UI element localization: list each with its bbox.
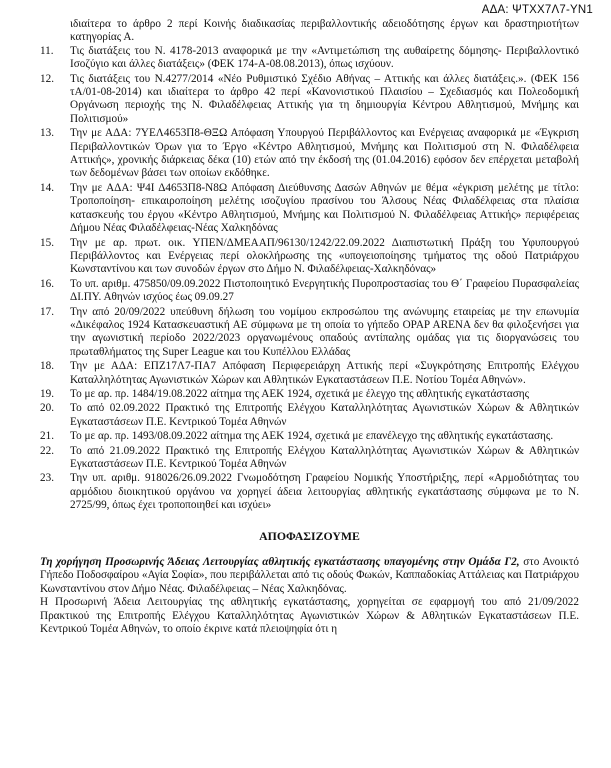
list-item-number: 16. [40, 277, 54, 290]
list-item [40, 430, 579, 443]
list-item-number: 20. [40, 402, 54, 415]
list-item-text: Το με αρ. πρ. 1484/19.08.2022 αίτημα της ΑΕΚ 1924, σχετικά με έλεγχο της αθλητικής εγκατάστασης [70, 387, 530, 400]
list-item-text: Την με αρ. πρωτ. οικ. ΥΠΕΝ/ΔΜΕΑΑΠ/96130/1242/22.09.2022 Διαπιστωτική Πράξη του Υφυπουργού Περιβάλλοντος και Ενέργειας περί ολοκλήρωσης της «υπογειοποίησης τμήματος της οδού Πατριάρχου Κωνσταντίνου και των συνοδών έργων στο Δήμο Ν. Φιλαδέλφειας-Χαλκηδόνας» [70, 236, 579, 276]
list-item-text: Την υπ. αριθμ. 918026/26.09.2022 Γνωμοδότηση Γραφείου Νομικής Υποστήριξης, περί «Αρμοδιότητας του αρμόδιου διοικητικού οργάνου να χορηγεί άδεια λειτουργίας αθλητικής εγκατάστασης σύμφωνα με το Ν. 2725/99, όπως έχει τροποποιηθεί και ισχύει» [70, 472, 579, 512]
list-item [40, 306, 579, 360]
list-item-text: Την από 20/09/2022 υπεύθυνη δήλωση του νομίμου εκπροσώπου της ανώνυμης εταιρείας με την επωνυμία «Δικέφαλος 1924 Κατασκευαστική ΑΕ σύμφωνα με τη οποία το γήπεδο OPAP ARENA δεν θα φιλοξενήσει για την αγωνιστική περίοδο 2022/2023 οργανωμένους οπαδούς αντίπαλης ομάδας για τις διοργανώσεις του πρωταθλήματος της Super League και του Κυπέλλου Ελλάδας [70, 305, 579, 358]
list-item-text: Το υπ. αριθμ. 475850/09.09.2022 Πιστοποιητικό Ενεργητικής Πυροπροστασίας του Θ΄ Γραφείου Πυρασφαλείας ΔΙ.ΠΥ. Αθηνών ισχύος έως 09.09.27 [70, 277, 579, 304]
list-item [40, 182, 579, 236]
list-item-text: Τις διατάξεις του Ν.4277/2014 «Νέο Ρυθμιστικό Σχέδιο Αθήνας – Αττικής και άλλες διατάξεις.». (ΦΕΚ 156 τΑ/01-08-2014) και ιδιαίτερα το άρθρο 42 περί «Κανονιστικού Πλαισίου – Σχεδιασμός και Πολεοδομική Οργάνωση περιοχής της Ν. Φιλαδέλφειας Αττικής για τη δημιουργία Κέντρου Αθλητισμού, Μνήμης και Πολιτισμού» [70, 72, 579, 125]
list-item-text: Την με ΑΔΑ: Ψ4Ι Δ4653Π8-Ν8Ω Απόφαση Διεύθυνσης Δασών Αθηνών με θέμα «έγκριση μελέτης με τίτλο: Τροποποίηση- επικαιροποίηση μελέτης ισοζυγίου πρασίνου του Άλσους Νέας Φιλαδέλφειας στα πλαίσια κατασκευής του έργου «Κέντρο Αθλητισμού, Μνήμης και Πολιτισμού Ν. Φιλαδέλφειας Αττικής» περιφέρειας Δήμου Νέας Φιλαδέλφειας-Νέας Χαλκηδόνας [70, 181, 579, 235]
list-item [40, 278, 579, 305]
list-item-text: Το από 02.09.2022 Πρακτικό της Επιτροπής Ελέγχου Καταλληλότητας Αγωνιστικών Χώρων & Αθλητικών Εγκαταστάσεων Π.Ε. Κεντρικού Τομέα Αθηνών [70, 402, 579, 428]
list-item-text: Την με ΑΔΑ: 7ΥΕΛ4653Π8-ΘΞΩ Απόφαση Υπουργού Περιβάλλοντος και Ενέργειας αναφορικά με «Έγκριση Περιβαλλοντικών Όρων για το Έργο «Κέντρο Αθλητισμού, Μνήμης και Πολιτισμού στη Ν. Φιλαδέλφεια Αττικής», χρονικής διάρκειας δέκα (10) ετών από την έκδοσή της (01.04.2016) εφόσον δεν επέρχεται μεταβολή των δεδομένων βάσει των οποίων εκδόθηκε. [70, 127, 579, 180]
list-item [40, 445, 579, 472]
decision-paragraph [40, 556, 579, 596]
list-item-text: Το με αρ. πρ. 1493/08.09.2022 αίτημα της ΑΕΚ 1924, σχετικά με επανέλεγχο της αθλητικής εγκατάστασης. [70, 430, 554, 443]
list-item [40, 73, 579, 127]
list-item [40, 45, 579, 72]
list-item-number: 12. [40, 72, 54, 85]
list-item-text: Τις διατάξεις του Ν. 4178-2013 αναφορικά με την «Αντιμετώπιση της αυθαίρετης δόμησης- Περιβαλλοντικό Ισοζύγιο και άλλες διατάξεις» (ΦΕΚ 174-Α-08.08.2013), όπως ισχύουν. [70, 44, 579, 71]
list-item-number: 22. [40, 444, 54, 457]
list-item [40, 388, 579, 401]
decision-rest-text: στο Ανοικτό Γήπεδο Ποδοσφαίρου «Αγία Σοφία», που περιβάλλεται από τις οδούς Φωκών, Καππαδοκίας Αττάλειας και Πατριάρχου Κωνσταντίνου στον Δήμο Νέας. Φιλαδέλφειας – Νέας Χαλκηδόνας. [40, 556, 580, 595]
list-item-number: 14. [40, 181, 54, 194]
list-item [40, 360, 579, 387]
list-item-number: 13. [40, 127, 54, 140]
list-item [40, 237, 579, 277]
list-item-number: 15. [40, 236, 54, 249]
list-item [40, 402, 579, 429]
list-item-number: 21. [40, 430, 54, 443]
list-item [40, 472, 579, 512]
list-item-number: 17. [40, 305, 54, 318]
list-item-number: 19. [40, 387, 54, 400]
considerations-list [40, 45, 579, 513]
continuation-text: ιδιαίτερα το άρθρο 2 περί Κοινής διαδικασίας περιβαλλοντικής αδειοδότησης έργων και δραστηριοτήτων κατηγορίας Α. [70, 18, 579, 44]
document-body [40, 18, 579, 636]
list-item-number: 18. [40, 360, 54, 373]
decision-heading: ΑΠΟΦΑΣΙΖΟΥΜΕ [259, 528, 360, 543]
decision-bold-text: Τη χορήγηση Προσωρινής Άδειας Λειτουργίας αθλητικής εγκατάστασης υπαγομένης στην Ομάδα Γ2, [40, 556, 520, 569]
final-paragraph: Η Προσωρινή Άδεια Λειτουργίας της αθλητικής εγκατάστασης, χορηγείται σε εφαρμογή του από 21/09/2022 Πρακτικού της Επιτροπής Ελέγχου Καταλληλότητας Αγωνιστικών Χώρων & Αθλητικών Εγκαταστάσεων Π.Ε. Κεντρικού Τομέα Αθηνών, το οποίο έκρινε κατά πλειοψηφία ότι η [40, 596, 579, 636]
list-item-number: 11. [40, 44, 54, 57]
list-item-text: Την με ΑΔΑ: ΕΠΖ17Λ7-ΠΑ7 Απόφαση Περιφερειάρχη Αττικής περί «Συγκρότησης Επιτροπής Ελέγχου Καταλληλότητας Αγωνιστικών Χώρων και Αθλητικών Εγκαταστάσεων Π.Ε. Νοτίου Τομέα Αθηνών». [70, 360, 579, 386]
ada-code: ΑΔΑ: ΨΤΧΧ7Λ7-ΥΝ1 [481, 4, 593, 16]
list-item [40, 127, 579, 181]
list-item-text: Το από 21.09.2022 Πρακτικό της Επιτροπής Ελέγχου Καταλληλότητας Αγωνιστικών Χώρων & Αθλητικών Εγκαταστάσεων Π.Ε. Κεντρικού Τομέα Αθηνών [70, 444, 579, 470]
list-item-number: 23. [40, 472, 54, 485]
